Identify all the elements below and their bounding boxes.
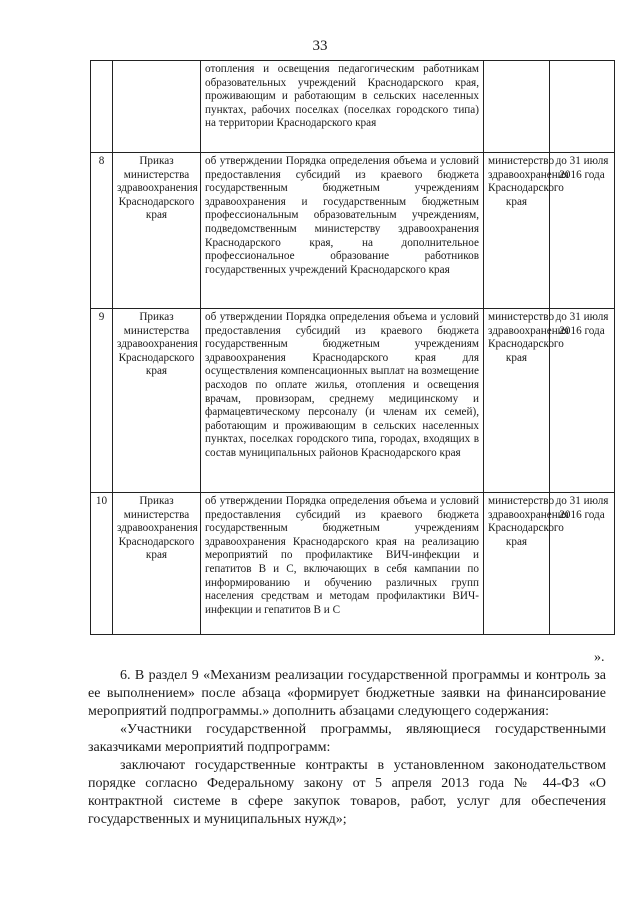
- row-description: об утверждении Порядка определения объема и условий предоставления субсидий из краевого бюджета государственным бюджетным учреждениям здравоохранения Краснодарского края для осуществления компенсационных выплат на возмещение расходов по оплате жилья, отопления и освещения врачам, провизорам, среднему медицинскому и фармацевтическому персоналу (и членам их семей), работающим и проживающим в сельских населенных пунктах, поселках городского типа, городах, входящих в состав муниципальных районов Краснодарского края: [201, 309, 484, 493]
- body-text: [88, 667, 606, 829]
- row-number: 9: [91, 309, 113, 493]
- row-number: [91, 61, 113, 153]
- page-number: 33: [312, 38, 328, 54]
- paragraph: заключают государственные контракты в установленном законодательством порядке согласно Федеральному закону от 5 апреля 2013 года № 44-ФЗ «О контрактной системе в сфере закупок товаров, работ, услуг для обеспечения государственных и муниципальных нужд»;: [88, 758, 606, 827]
- deadline: до 31 июля 2016 года: [550, 493, 615, 635]
- table-row: [91, 61, 615, 153]
- executor: министерство здравоохранения Краснодарского края: [484, 309, 550, 493]
- closing-quote: ».: [594, 650, 605, 665]
- document-type: Приказ министерства здравоохранения Краснодарского края: [113, 309, 201, 493]
- row-number: 10: [91, 493, 113, 635]
- table-row: [91, 309, 615, 493]
- table-row: [91, 493, 615, 635]
- table-row: [91, 153, 615, 309]
- row-number: 8: [91, 153, 113, 309]
- deadline: [550, 61, 615, 153]
- deadline: до 31 июля 2016 года: [550, 309, 615, 493]
- document-type: [113, 61, 201, 153]
- row-description: отопления и освещения педагогическим работникам образовательных учреждений Краснодарского края, проживающим и работающим в сельских населенных пунктах, рабочих поселках (поселках городского типа) на территории Краснодарского края: [201, 61, 484, 153]
- paragraph: «Участники государственной программы, являющиеся государственными заказчиками мероприятий подпрограмм:: [88, 722, 606, 755]
- executor: министерство здравоохранения Краснодарского края: [484, 153, 550, 309]
- deadline: до 31 июля 2016 года: [550, 153, 615, 309]
- document-type: Приказ министерства здравоохранения Краснодарского края: [113, 153, 201, 309]
- programs-table: [90, 60, 615, 635]
- executor: министерство здравоохранения Краснодарского края: [484, 493, 550, 635]
- row-description: об утверждении Порядка определения объема и условий предоставления субсидий из краевого бюджета государственным бюджетным учреждениям здравоохранения Краснодарского края на реализацию мероприятий по профилактике ВИЧ-инфекции и гепатитов B и C, включающих в себя кампании по информированию и обучению различных групп населения средствам и методам профилактики ВИЧ-инфекции и гепатитов B и C: [201, 493, 484, 635]
- document-type: Приказ министерства здравоохранения Краснодарского края: [113, 493, 201, 635]
- executor: [484, 61, 550, 153]
- paragraph: 6. В раздел 9 «Механизм реализации государственной программы и контроль за ее выполнением» после абзаца «формирует бюджетные заявки на финансирование мероприятий подпрограммы.» дополнить абзацами следующего содержания:: [88, 668, 606, 719]
- row-description: об утверждении Порядка определения объема и условий предоставления субсидий из краевого бюджета государственным бюджетным учреждениям здравоохранения и государственным бюджетным профессиональным образовательным учреждениям, подведомственным министерству здравоохранения Краснодарского края, на дополнительное профессиональное образование работников государственных учреждений Краснодарского края: [201, 153, 484, 309]
